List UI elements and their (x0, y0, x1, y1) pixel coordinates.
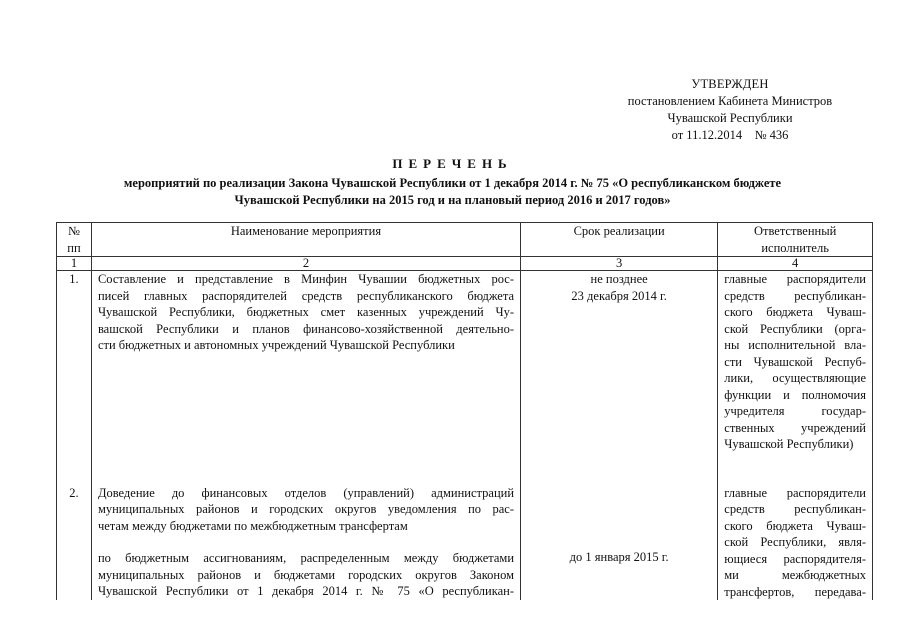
spacer (527, 533, 711, 549)
text-line: ственных учреждений (724, 420, 866, 435)
text-line: Чувашской Республики) (724, 437, 854, 451)
approval-line-2: Чувашской Республики (667, 111, 793, 125)
approval-line-1: постановлением Кабинета Министров (627, 94, 833, 108)
text-line: функции и полномочия (724, 387, 866, 402)
spacer (527, 501, 711, 517)
text-line: Чувашской Республики от 1 декабря 2014 г. № 75 «О республикан- (97, 584, 515, 598)
header-num: № пп (57, 223, 92, 257)
text-line: 23 декабря 2014 г. (571, 288, 667, 303)
row-number: 1. (57, 271, 92, 485)
measures-table (56, 222, 873, 600)
text-line: четам между бюджетами по межбюджетным трансфертам (97, 518, 408, 533)
text-line: лики, осуществляющие (724, 371, 866, 385)
column-number: 2 (91, 257, 520, 271)
text-line: муниципальных районов и бюджетами городских округов Законом (97, 567, 515, 582)
text-line: муниципальных районов и городских округов уведомления по рас- (97, 502, 515, 516)
row-term (521, 485, 718, 601)
approval-block (560, 76, 900, 144)
header-name: Наименование мероприятия (91, 223, 520, 257)
text-line: вашской Республики и планов финансово-хозяйственной деятельно- (97, 321, 515, 336)
text-line: ющиеся распорядителя- (724, 551, 866, 566)
column-number: 4 (718, 257, 873, 271)
text-line: не позднее (590, 272, 648, 286)
row-measure-name (91, 271, 520, 485)
text-line: до 1 января 2015 г. (569, 549, 669, 564)
approval-heading: УТВЕРЖДЕН (691, 77, 769, 91)
spacer (527, 485, 711, 501)
text-line: сти бюджетных и автономных учреждений Чувашской Республики (97, 338, 455, 352)
document-title: ПЕРЕЧЕНЬ (392, 156, 513, 171)
text-line: средств республикан- (724, 502, 866, 516)
text-line: Составление и представление в Минфин Чувашии бюджетных рос- (97, 272, 515, 286)
row-term (521, 271, 718, 485)
text-line: писей главных распорядителей средств республиканского бюджета (97, 288, 515, 303)
row-responsible (718, 485, 873, 601)
column-number: 1 (57, 257, 92, 271)
table-row (57, 271, 873, 485)
approval-line-3: от 11.12.2014 № 436 (671, 128, 789, 142)
text-line: средств республикан- (724, 288, 866, 303)
column-number: 3 (521, 257, 718, 271)
text-line: трансфертов, передава- (724, 584, 866, 599)
text-line: по бюджетным ассигнованиям, распределенным между бюджетами (97, 551, 515, 565)
subtitle-line-1: мероприятий по реализации Закона Чувашской Республики от 1 декабря 2014 г. № 75 «О республиканском бюджете (123, 176, 782, 190)
table-header-row (57, 223, 873, 257)
column-numbers-row (57, 257, 873, 271)
text-line: Чувашской Республики, бюджетных смет казенных учреждений Чу- (97, 305, 515, 319)
header-term: Срок реализации (521, 223, 718, 257)
text-line: главные распорядители (724, 272, 866, 286)
document-subtitle (40, 175, 865, 209)
text-line: ского бюджета Чуваш- (724, 305, 866, 319)
spacer (527, 517, 711, 533)
header-responsible: Ответственный исполнитель (718, 223, 873, 257)
text-line: учредителя государ- (724, 404, 866, 418)
text-line: сти Чувашской Респуб- (724, 354, 866, 369)
subtitle-line-2: Чувашской Республики на 2015 год и на плановый период 2016 и 2017 годов» (234, 193, 671, 207)
text-line: ской Республики (орга- (724, 321, 866, 336)
text-line: ны исполнительной вла- (724, 338, 866, 352)
text-line: ского бюджета Чуваш- (724, 518, 866, 533)
row-measure-name (91, 485, 520, 601)
text-line: главные распорядители (724, 485, 866, 500)
table-row (57, 485, 873, 601)
row-number: 2. (57, 485, 92, 601)
paragraph-gap (98, 534, 514, 550)
row-responsible (718, 271, 873, 485)
text-line: ской Республики, явля- (724, 535, 866, 549)
text-line: ми межбюджетных (724, 568, 866, 582)
text-line: Доведение до финансовых отделов (управлений) администраций (97, 485, 515, 500)
